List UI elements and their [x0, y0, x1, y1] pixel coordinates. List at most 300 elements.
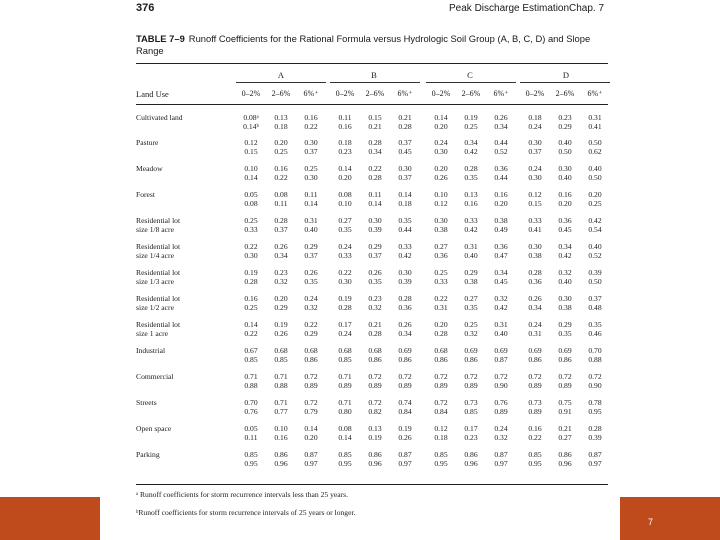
coefficient-short-interval: 0.21	[368, 320, 382, 329]
table-cell	[581, 320, 609, 338]
coefficient-short-interval: 0.72	[368, 372, 382, 381]
table-cell	[487, 216, 515, 234]
table-bottom-rule	[136, 484, 608, 485]
coefficient-short-interval: 0.30	[528, 138, 542, 147]
table-cell	[267, 242, 295, 260]
coefficient-short-interval: 0.26	[528, 294, 542, 303]
coefficient-short-interval: 0.68	[434, 346, 448, 355]
coefficient-long-interval: 0.97	[494, 459, 508, 468]
coefficient-long-interval: 0.32	[464, 329, 478, 338]
coefficient-long-interval: 0.35	[558, 329, 572, 338]
coefficient-short-interval: 0.14	[304, 424, 318, 433]
coefficient-long-interval: 0.89	[528, 381, 542, 390]
coefficient-long-interval: 0.80	[338, 407, 352, 416]
land-use-name: Residential lot	[136, 216, 181, 225]
coefficient-long-interval: 0.31	[528, 329, 542, 338]
coefficient-short-interval: 0.23	[368, 294, 382, 303]
coefficient-short-interval: 0.31	[464, 242, 478, 251]
land-use-name: Streets	[136, 398, 157, 407]
coefficient-short-interval: 0.14	[434, 113, 448, 122]
table-cell	[521, 190, 549, 208]
coefficient-long-interval: 0.89	[434, 381, 448, 390]
coefficient-short-interval: 0.17	[464, 424, 478, 433]
coefficient-long-interval: 0.14	[368, 199, 382, 208]
table-cell	[487, 320, 515, 338]
coefficient-long-interval: 0.35	[464, 173, 478, 182]
table-cell	[267, 138, 295, 156]
coefficient-long-interval: 0.42	[398, 251, 412, 260]
table-cell	[391, 164, 419, 182]
coefficient-short-interval: 0.71	[338, 372, 352, 381]
land-use-name: Residential lot	[136, 294, 181, 303]
coefficient-long-interval: 0.16	[464, 199, 478, 208]
coefficient-short-interval: 0.05	[244, 424, 258, 433]
coefficient-short-interval: 0.12	[528, 190, 542, 199]
table-cell	[267, 268, 295, 286]
coefficient-long-interval: 0.50	[558, 147, 572, 156]
coefficient-short-interval: 0.69	[528, 346, 542, 355]
table-row-label	[136, 346, 165, 355]
table-cell	[391, 320, 419, 338]
coefficient-short-interval: 0.22	[338, 268, 352, 277]
table-cell	[487, 294, 515, 312]
coefficient-short-interval: 0.11	[304, 190, 318, 199]
table-cell	[581, 268, 609, 286]
coefficient-short-interval: 0.08	[338, 190, 352, 199]
coefficient-short-interval: 0.72	[434, 372, 448, 381]
coefficient-short-interval: 0.11	[368, 190, 382, 199]
coefficient-long-interval: 0.29	[558, 122, 572, 131]
table-row-label	[136, 320, 180, 338]
coefficient-long-interval: 0.23	[464, 433, 478, 442]
coefficient-long-interval: 0.45	[494, 277, 508, 286]
table-cell	[487, 190, 515, 208]
coefficient-long-interval: 0.25	[464, 122, 478, 131]
coefficient-short-interval: 0.19	[274, 320, 288, 329]
coefficient-short-interval: 0.16	[304, 113, 318, 122]
coefficient-short-interval: 0.30	[368, 216, 382, 225]
coefficient-long-interval: 0.22	[528, 433, 542, 442]
table-cell	[237, 424, 265, 442]
table-cell	[361, 346, 389, 364]
textbook-page-scan	[100, 0, 620, 540]
coefficient-long-interval: 0.95	[338, 459, 352, 468]
coefficient-long-interval: 0.30	[528, 173, 542, 182]
coefficient-long-interval: 0.86	[558, 355, 572, 364]
slope-header-d-1: 0–2%	[525, 89, 545, 98]
table-cell	[457, 113, 485, 131]
coefficient-short-interval: 0.15	[368, 113, 382, 122]
table-cell	[391, 268, 419, 286]
coefficient-long-interval: 0.26	[398, 433, 412, 442]
table-cell	[361, 164, 389, 182]
coefficient-short-interval: 0.50	[588, 138, 602, 147]
table-cell	[521, 372, 549, 390]
coefficient-short-interval: 0.71	[338, 398, 352, 407]
coefficient-short-interval: 0.19	[398, 424, 412, 433]
coefficient-long-interval: 0.30	[304, 173, 318, 182]
table-cell	[237, 268, 265, 286]
table-cell	[457, 320, 485, 338]
coefficient-short-interval: 0.37	[588, 294, 602, 303]
coefficient-short-interval: 0.40	[558, 138, 572, 147]
table-row-label	[136, 138, 158, 147]
table-row-label	[136, 164, 163, 173]
table-cell	[361, 138, 389, 156]
table-cell	[267, 294, 295, 312]
coefficient-long-interval: 0.37	[304, 251, 318, 260]
coefficient-long-interval: 0.14	[304, 199, 318, 208]
coefficient-long-interval: 0.27	[558, 433, 572, 442]
table-cell	[237, 346, 265, 364]
table-cell	[391, 372, 419, 390]
table-cell	[521, 450, 549, 468]
table-cell	[487, 268, 515, 286]
table-cell	[267, 190, 295, 208]
coefficient-short-interval: 0.20	[434, 164, 448, 173]
land-use-name: Open space	[136, 424, 172, 433]
group-underline-c	[426, 82, 516, 83]
coefficient-short-interval: 0.19	[244, 268, 258, 277]
coefficient-short-interval: 0.72	[304, 372, 318, 381]
table-cell	[267, 424, 295, 442]
table-cell	[581, 398, 609, 416]
coefficient-long-interval: 0.11	[244, 433, 258, 442]
group-header-b: B	[371, 70, 377, 80]
coefficient-short-interval: 0.71	[274, 372, 288, 381]
table-row-label	[136, 450, 160, 459]
coefficient-short-interval: 0.14	[244, 320, 258, 329]
chapter-label: Chap. 7	[569, 3, 605, 14]
slope-header-b-3: 6%⁺	[397, 89, 413, 98]
coefficient-long-interval: 0.91	[558, 407, 572, 416]
coefficient-long-interval: 0.42	[464, 225, 478, 234]
table-cell	[487, 372, 515, 390]
table-cell	[487, 242, 515, 260]
table-cell	[297, 268, 325, 286]
table-cell	[457, 346, 485, 364]
land-use-lot-size: size 1/4 acre	[136, 251, 174, 260]
coefficient-long-interval: 0.32	[304, 303, 318, 312]
table-cell	[427, 216, 455, 234]
coefficient-short-interval: 0.28	[464, 164, 478, 173]
table-cell	[331, 372, 359, 390]
coefficient-short-interval: 0.74	[398, 398, 412, 407]
coefficient-long-interval: 0.90	[588, 381, 602, 390]
land-use-name: Residential lot	[136, 242, 181, 251]
coefficient-long-interval: 0.52	[494, 147, 508, 156]
table-header-rule	[136, 104, 608, 105]
coefficient-short-interval: 0.70	[244, 398, 258, 407]
table-cell	[487, 424, 515, 442]
coefficient-short-interval: 0.20	[588, 190, 602, 199]
coefficient-short-interval: 0.08ᵃ	[243, 113, 259, 122]
table-cell	[427, 190, 455, 208]
land-use-lot-size: size 1/3 acre	[136, 277, 174, 286]
coefficient-long-interval: 0.38	[528, 251, 542, 260]
table-cell	[331, 320, 359, 338]
coefficient-long-interval: 0.18	[398, 199, 412, 208]
coefficient-short-interval: 0.72	[398, 372, 412, 381]
running-title: Peak Discharge Estimation	[449, 3, 570, 14]
table-row-label	[136, 372, 174, 381]
coefficient-short-interval: 0.34	[464, 138, 478, 147]
coefficient-long-interval: 0.22	[274, 173, 288, 182]
coefficient-short-interval: 0.24	[304, 294, 318, 303]
coefficient-long-interval: 0.30	[338, 277, 352, 286]
coefficient-short-interval: 0.13	[464, 190, 478, 199]
table-cell	[427, 113, 455, 131]
coefficient-short-interval: 0.16	[494, 190, 508, 199]
coefficient-short-interval: 0.16	[528, 424, 542, 433]
coefficient-short-interval: 0.20	[274, 294, 288, 303]
table-cell	[551, 138, 579, 156]
table-cell	[391, 216, 419, 234]
coefficient-long-interval: 0.89	[494, 407, 508, 416]
coefficient-long-interval: 0.16	[338, 122, 352, 131]
table-row-label	[136, 398, 157, 407]
table-cell	[331, 138, 359, 156]
coefficient-short-interval: 0.42	[588, 216, 602, 225]
coefficient-long-interval: 0.86	[528, 355, 542, 364]
table-row-label	[136, 424, 171, 433]
land-use-name: Parking	[136, 450, 160, 459]
table-cell	[581, 190, 609, 208]
coefficient-short-interval: 0.40	[588, 242, 602, 251]
coefficient-short-interval: 0.85	[434, 450, 448, 459]
table-cell	[551, 346, 579, 364]
table-cell	[487, 164, 515, 182]
table-cell	[297, 372, 325, 390]
table-cell	[297, 242, 325, 260]
land-use-name: Cultivated land	[136, 113, 183, 122]
table-cell	[521, 294, 549, 312]
coefficient-short-interval: 0.08	[274, 190, 288, 199]
coefficient-short-interval: 0.70	[588, 346, 602, 355]
coefficient-short-interval: 0.23	[558, 113, 572, 122]
table-cell	[521, 346, 549, 364]
table-row-label	[136, 242, 180, 260]
coefficient-long-interval: 0.44	[398, 225, 412, 234]
coefficient-short-interval: 0.72	[304, 398, 318, 407]
coefficient-long-interval: 0.39	[398, 277, 412, 286]
coefficient-short-interval: 0.69	[494, 346, 508, 355]
coefficient-long-interval: 0.08	[244, 199, 258, 208]
coefficient-long-interval: 0.88	[244, 381, 258, 390]
coefficient-long-interval: 0.35	[304, 277, 318, 286]
table-cell	[457, 398, 485, 416]
coefficient-short-interval: 0.30	[398, 268, 412, 277]
table-cell	[487, 138, 515, 156]
table-cell	[391, 113, 419, 131]
coefficient-long-interval: 0.34	[368, 147, 382, 156]
table-cell	[391, 294, 419, 312]
coefficient-short-interval: 0.24	[528, 164, 542, 173]
coefficient-long-interval: 0.20	[494, 199, 508, 208]
coefficient-short-interval: 0.17	[338, 320, 352, 329]
coefficient-long-interval: 0.89	[558, 381, 572, 390]
coefficient-short-interval: 0.21	[398, 113, 412, 122]
coefficient-long-interval: 0.89	[398, 381, 412, 390]
table-cell	[331, 164, 359, 182]
footer-bar-right-segment	[620, 497, 720, 540]
table-cell	[237, 294, 265, 312]
table-cell	[521, 216, 549, 234]
table-cell	[581, 424, 609, 442]
coefficient-short-interval: 0.30	[558, 164, 572, 173]
table-cell	[237, 164, 265, 182]
coefficient-short-interval: 0.31	[588, 113, 602, 122]
table-cell	[331, 268, 359, 286]
land-use-name: Meadow	[136, 164, 163, 173]
table-row-label	[136, 113, 183, 122]
coefficient-long-interval: 0.89	[304, 381, 318, 390]
group-underline-b	[330, 82, 420, 83]
coefficient-long-interval: 0.18	[274, 122, 288, 131]
coefficient-long-interval: 0.95	[434, 459, 448, 468]
table-cell	[297, 450, 325, 468]
coefficient-long-interval: 0.86	[304, 355, 318, 364]
table-cell	[331, 424, 359, 442]
table-cell	[521, 164, 549, 182]
table-cell	[267, 320, 295, 338]
coefficient-short-interval: 0.72	[464, 372, 478, 381]
coefficient-long-interval: 0.86	[434, 355, 448, 364]
table-cell	[581, 242, 609, 260]
coefficient-short-interval: 0.20	[434, 320, 448, 329]
table-cell	[521, 242, 549, 260]
table-cell	[297, 424, 325, 442]
table-cell	[361, 113, 389, 131]
coefficient-long-interval: 0.82	[368, 407, 382, 416]
coefficient-long-interval: 0.20	[434, 122, 448, 131]
coefficient-long-interval: 0.19	[368, 433, 382, 442]
coefficient-long-interval: 0.20	[558, 199, 572, 208]
coefficient-short-interval: 0.69	[464, 346, 478, 355]
coefficient-long-interval: 0.28	[244, 277, 258, 286]
coefficient-long-interval: 0.37	[368, 251, 382, 260]
slope-header-c-2: 2–6%	[461, 89, 481, 98]
coefficient-long-interval: 0.89	[338, 381, 352, 390]
table-cell	[237, 138, 265, 156]
coefficient-long-interval: 0.23	[338, 147, 352, 156]
coefficient-short-interval: 0.22	[304, 320, 318, 329]
coefficient-long-interval: 0.36	[434, 251, 448, 260]
coefficient-short-interval: 0.68	[274, 346, 288, 355]
table-cell	[297, 346, 325, 364]
table-cell	[331, 450, 359, 468]
coefficient-long-interval: 0.48	[588, 303, 602, 312]
slope-header-a-2: 2–6%	[271, 89, 291, 98]
coefficient-short-interval: 0.71	[244, 372, 258, 381]
coefficient-short-interval: 0.05	[244, 190, 258, 199]
coefficient-long-interval: 0.21	[368, 122, 382, 131]
table-cell	[297, 216, 325, 234]
table-cell	[267, 164, 295, 182]
coefficient-short-interval: 0.10	[434, 190, 448, 199]
coefficient-long-interval: 0.95	[528, 459, 542, 468]
coefficient-long-interval: 0.42	[464, 147, 478, 156]
coefficient-short-interval: 0.38	[494, 216, 508, 225]
slope-header-d-3: 6%⁺	[587, 89, 603, 98]
coefficient-short-interval: 0.13	[274, 113, 288, 122]
coefficient-short-interval: 0.35	[398, 216, 412, 225]
coefficient-long-interval: 0.28	[398, 122, 412, 131]
coefficient-long-interval: 0.95	[244, 459, 258, 468]
coefficient-long-interval: 0.84	[434, 407, 448, 416]
table-cell	[521, 138, 549, 156]
table-cell	[581, 164, 609, 182]
coefficient-short-interval: 0.26	[398, 320, 412, 329]
coefficient-short-interval: 0.25	[434, 268, 448, 277]
land-use-name: Residential lot	[136, 320, 181, 329]
table-cell	[267, 346, 295, 364]
coefficient-short-interval: 0.36	[494, 164, 508, 173]
coefficient-long-interval: 0.50	[588, 277, 602, 286]
coefficient-long-interval: 0.22	[304, 122, 318, 131]
coefficient-short-interval: 0.29	[368, 242, 382, 251]
coefficient-short-interval: 0.22	[244, 242, 258, 251]
table-cell	[331, 294, 359, 312]
coefficient-short-interval: 0.26	[304, 268, 318, 277]
table-cell	[297, 320, 325, 338]
table-cell	[521, 424, 549, 442]
table-cell	[427, 294, 455, 312]
coefficient-long-interval: 0.85	[464, 407, 478, 416]
coefficient-long-interval: 0.86	[464, 355, 478, 364]
coefficient-short-interval: 0.44	[494, 138, 508, 147]
table-caption	[136, 33, 606, 57]
coefficient-long-interval: 0.10	[338, 199, 352, 208]
coefficient-long-interval: 0.49	[494, 225, 508, 234]
slope-header-c-3: 6%⁺	[493, 89, 509, 98]
coefficient-short-interval: 0.85	[338, 450, 352, 459]
coefficient-long-interval: 0.35	[464, 303, 478, 312]
table-cell	[457, 164, 485, 182]
coefficient-long-interval: 0.14	[338, 433, 352, 442]
coefficient-short-interval: 0.73	[528, 398, 542, 407]
coefficient-short-interval: 0.40	[588, 164, 602, 173]
coefficient-long-interval: 0.35	[368, 277, 382, 286]
coefficient-long-interval: 0.88	[588, 355, 602, 364]
table-row-label	[136, 216, 180, 234]
coefficient-long-interval: 0.45	[398, 147, 412, 156]
table-cell	[551, 320, 579, 338]
coefficient-long-interval: 0.86	[398, 355, 412, 364]
coefficient-short-interval: 0.72	[528, 372, 542, 381]
table-cell	[581, 372, 609, 390]
table-cell	[551, 450, 579, 468]
coefficient-long-interval: 0.37	[398, 173, 412, 182]
coefficient-short-interval: 0.32	[494, 294, 508, 303]
coefficient-short-interval: 0.69	[558, 346, 572, 355]
coefficient-short-interval: 0.36	[494, 242, 508, 251]
table-cell	[551, 216, 579, 234]
coefficient-long-interval: 0.15	[528, 199, 542, 208]
land-use-name: Forest	[136, 190, 155, 199]
coefficient-long-interval: 0.79	[304, 407, 318, 416]
coefficient-long-interval: 0.24	[528, 122, 542, 131]
table-cell	[581, 450, 609, 468]
coefficient-long-interval: 0.16	[274, 433, 288, 442]
coefficient-long-interval: 0.36	[528, 277, 542, 286]
table-cell	[457, 294, 485, 312]
coefficient-long-interval: 0.32	[494, 433, 508, 442]
coefficient-short-interval: 0.21	[558, 424, 572, 433]
table-cell	[361, 398, 389, 416]
coefficient-short-interval: 0.12	[244, 138, 258, 147]
coefficient-long-interval: 0.14ᵇ	[243, 122, 259, 131]
